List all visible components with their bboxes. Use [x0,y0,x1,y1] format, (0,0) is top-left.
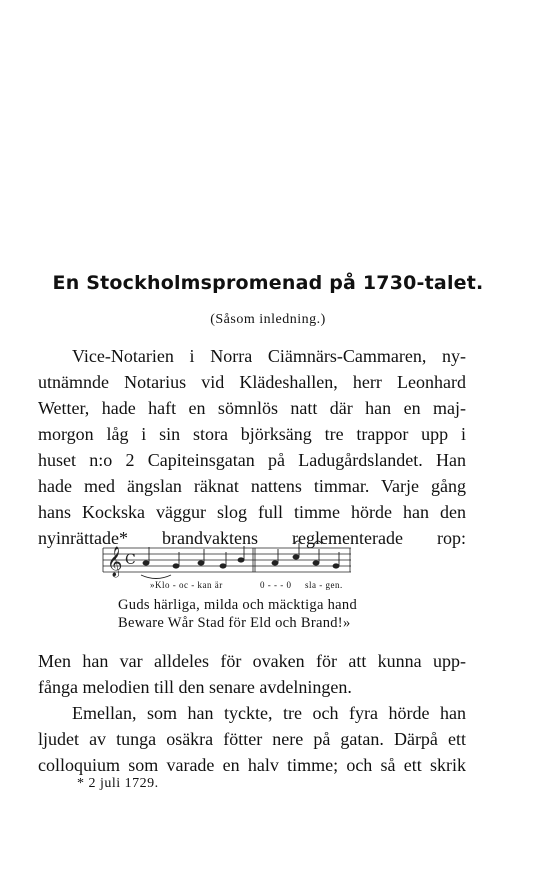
footnote: * 2 juli 1729. [77,776,159,791]
text-line: colloquium som varade en halv timme; och så ett skrik [38,755,466,775]
text-line: Emellan, som han tyckte, tre och fyra hörde han [72,703,466,723]
music-notation [101,540,361,600]
text-line: nyinrättade* brandvaktens reglementerade rop: [38,528,466,548]
text-line: huset n:o 2 Capiteinsgatan på Ladugårdslandet. Han [38,450,466,470]
svg-text:𝄞: 𝄞 [107,547,123,577]
lyrics-syllables: 0 - - - 0 [260,580,292,590]
text-line: ljudet av tunga osäkra fötter nere på gatan. Därpå ett [38,729,466,749]
text-line: hans Kockska väggur slog full timme hörde han den [38,502,466,522]
svg-text:C: C [125,552,136,568]
text-line: Wetter, hade haft en sömnlös natt där han en maj- [38,398,466,418]
verse-line: Beware Wår Stad för Eld och Brand!» [118,615,351,631]
chapter-title: En Stockholmspromenad på 1730-talet. [52,272,484,294]
text-line: morgon låg i sin stora björksäng tre trappor upp i [38,424,466,444]
chapter-subtitle: (Såsom inledning.) [210,312,326,327]
text-line: Vice-Notarien i Norra Ciämnärs-Cammaren, ny- [72,346,466,366]
text-line: fånga melodien till den senare avdelningen. [38,677,352,697]
lyrics-syllables: sla - gen. [305,580,343,590]
text-line: hade med ängslan räknat nattens timmar. Varje gång [38,476,466,496]
text-line: utnämnde Notarius vid Klädeshallen, herr Leonhard [38,372,466,392]
text-line: Men han var alldeles för ovaken för att kunna upp- [38,651,466,671]
verse-line: Guds härliga, milda och mäcktiga hand [118,597,358,613]
lyrics-syllables: »Klo - oc - kan är [150,580,223,590]
